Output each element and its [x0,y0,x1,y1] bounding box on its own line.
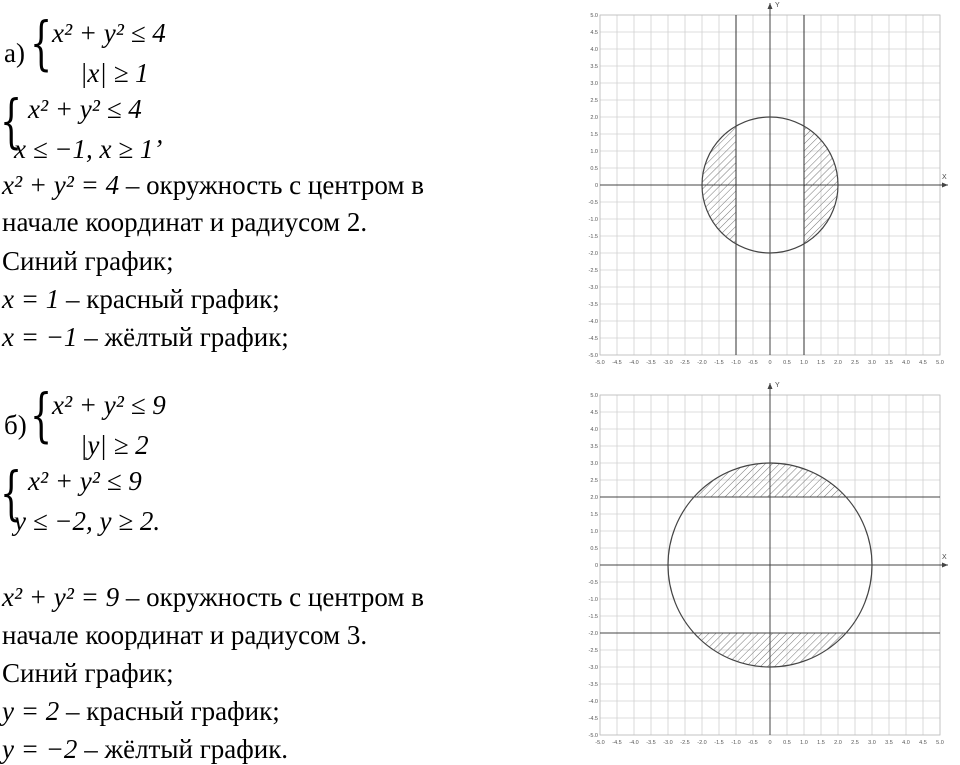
part-b-yellow-eq: y = −2 [2,734,78,764]
x-tick-label: -1.0 [731,360,741,366]
x-axis-arrow-icon [942,183,948,188]
y-axis-label: Y [775,382,780,389]
x-tick-label: 2.0 [834,360,842,366]
part-a-system2-line2 [14,134,162,164]
part-a-system1-line2: |x| ≥ 1 [80,58,149,88]
part-b-system1-line1: x² + y² ≤ 9 [52,390,166,420]
y-tick-label: 0.5 [590,546,598,552]
x-tick-label: 0.5 [783,740,791,746]
x-tick-label: -1.5 [714,740,724,746]
y-tick-label: -4.5 [588,336,598,342]
part-b-yellow-line [2,734,288,764]
x-tick-label: -4.5 [612,360,622,366]
part-b-eq: x² + y² = 9 [2,582,120,612]
y-tick-label: 4.5 [590,410,598,416]
x-tick-label: 5.0 [936,740,944,746]
x-tick-label: -3.0 [663,740,673,746]
x-tick-label: -4.0 [629,740,639,746]
x-tick-label: 4.5 [919,740,927,746]
x-tick-label: -1.0 [731,740,741,746]
x-tick-label: 5.0 [936,360,944,366]
y-tick-label: 0 [594,563,598,569]
part-a-red-line [2,284,280,314]
x-tick-label: 1.5 [817,740,825,746]
x-tick-label: 1.0 [800,360,808,366]
part-a-red-eq: x = 1 [2,284,60,314]
y-tick-label: -5.0 [588,353,598,359]
y-tick-label: -0.5 [588,580,598,586]
y-tick-label: 1.5 [590,132,598,138]
x-tick-label: -2.0 [697,740,707,746]
y-tick-label: -3.5 [588,302,598,308]
y-tick-label: 5.0 [590,13,598,19]
y-tick-label: 2.0 [590,495,598,501]
y-tick-label: -2.0 [588,631,598,637]
x-tick-label: 4.0 [902,360,910,366]
y-axis-arrow-icon [768,3,773,9]
y-tick-label: 4.0 [590,47,598,53]
x-axis-arrow-icon [942,563,948,568]
brace-icon: { [0,459,23,527]
y-tick-label: 0 [594,183,598,189]
x-tick-label: 0 [768,360,772,366]
x-tick-label: -3.0 [663,360,673,366]
x-tick-label: -2.0 [697,360,707,366]
x-tick-label: -2.5 [680,740,690,746]
x-tick-label: -1.5 [714,360,724,366]
x-tick-label: 2.0 [834,740,842,746]
y-tick-label: -4.0 [588,699,598,705]
x-tick-label: -5.0 [595,740,605,746]
x-tick-label: 3.0 [868,360,876,366]
y-tick-label: -1.5 [588,614,598,620]
y-tick-label: 2.5 [590,478,598,484]
x-tick-label: 1.0 [800,740,808,746]
y-tick-label: 4.5 [590,30,598,36]
x-tick-label: -3.5 [646,360,656,366]
x-tick-label: 1.5 [817,360,825,366]
part-a-label: а) [4,38,25,68]
y-tick-label: -1.0 [588,597,598,603]
part-a-system2-punct: ’ [153,134,163,164]
brace-icon: { [0,87,23,155]
x-tick-label: -0.5 [748,740,758,746]
y-tick-label: -0.5 [588,200,598,206]
y-tick-label: -3.0 [588,285,598,291]
y-tick-label: -1.0 [588,217,598,223]
y-axis-arrow-icon [768,383,773,389]
y-tick-label: -3.5 [588,682,598,688]
part-a-red-desc: – красный график; [59,284,280,314]
x-tick-label: -5.0 [595,360,605,366]
x-tick-label: 4.0 [902,740,910,746]
y-tick-label: -5.0 [588,733,598,739]
y-tick-label: -4.5 [588,716,598,722]
part-b-red-eq: y = 2 [2,696,60,726]
y-tick-label: 0.5 [590,166,598,172]
part-b-blue: Синий график; [2,658,174,688]
part-a-system2-line1: x² + y² ≤ 4 [28,94,142,124]
part-a-yellow-eq: x = −1 [2,322,78,352]
part-a-desc1: – окружность с центром в [119,170,424,200]
y-tick-label: -2.5 [588,648,598,654]
y-tick-label: -4.0 [588,319,598,325]
graph-b [580,380,960,752]
y-tick-label: 1.0 [590,149,598,155]
part-b-system2-line2 [14,506,160,536]
part-b-desc1: – окружность с центром в [119,582,424,612]
part-b-red-desc: – красный график; [59,696,280,726]
y-tick-label: 3.0 [590,81,598,87]
y-tick-label: 3.5 [590,64,598,70]
part-b-system2-line2-text: y ≤ −2, y ≥ 2 [14,506,154,536]
y-tick-label: 2.5 [590,98,598,104]
x-tick-label: 4.5 [919,360,927,366]
x-tick-label: -4.5 [612,740,622,746]
part-b-system1-line2: |y| ≥ 2 [80,430,149,460]
y-tick-label: 3.5 [590,444,598,450]
y-tick-label: -3.0 [588,665,598,671]
part-b-system2-punct: . [153,506,161,536]
x-tick-label: 3.0 [868,740,876,746]
y-tick-label: 4.0 [590,427,598,433]
x-tick-label: 2.5 [851,740,859,746]
x-axis-label: X [942,554,947,561]
y-tick-label: -1.5 [588,234,598,240]
y-tick-label: -2.5 [588,268,598,274]
x-tick-label: -4.0 [629,360,639,366]
part-b-desc2: начале координат и радиусом 3. [2,620,368,650]
y-tick-label: 2.0 [590,115,598,121]
x-tick-label: 3.5 [885,740,893,746]
x-tick-label: -2.5 [680,360,690,366]
y-tick-label: 5.0 [590,393,598,399]
x-tick-label: 0 [768,740,772,746]
part-a-yellow-desc: – жёлтый график; [77,322,289,352]
part-a-yellow-line [2,322,289,352]
part-a-system1-line1: x² + y² ≤ 4 [52,18,166,48]
brace-icon: { [30,9,53,77]
x-tick-label: -0.5 [748,360,758,366]
part-a-desc2: начале координат и радиусом 2. [2,207,368,237]
part-a-eq: x² + y² = 4 [2,170,120,200]
y-tick-label: 1.0 [590,529,598,535]
part-b-label: б) [4,410,27,440]
y-tick-label: 3.0 [590,461,598,467]
x-tick-label: 3.5 [885,360,893,366]
part-a-blue: Синий график; [2,246,174,276]
brace-icon: { [30,381,53,449]
y-tick-label: 1.5 [590,512,598,518]
x-tick-label: 2.5 [851,360,859,366]
y-axis-label: Y [775,2,780,9]
x-tick-label: 0.5 [783,360,791,366]
part-b-eq-line [2,582,424,612]
part-b-yellow-desc: – жёлтый график. [77,734,289,764]
part-b-red-line [2,696,280,726]
graph-a [580,0,960,372]
part-a-eq-line [2,170,424,200]
part-b-system2-line1: x² + y² ≤ 9 [28,466,142,496]
y-tick-label: -2.0 [588,251,598,257]
part-a-system2-line2-text: x ≤ −1, x ≥ 1 [14,134,154,164]
x-tick-label: -3.5 [646,740,656,746]
x-axis-label: X [942,174,947,181]
